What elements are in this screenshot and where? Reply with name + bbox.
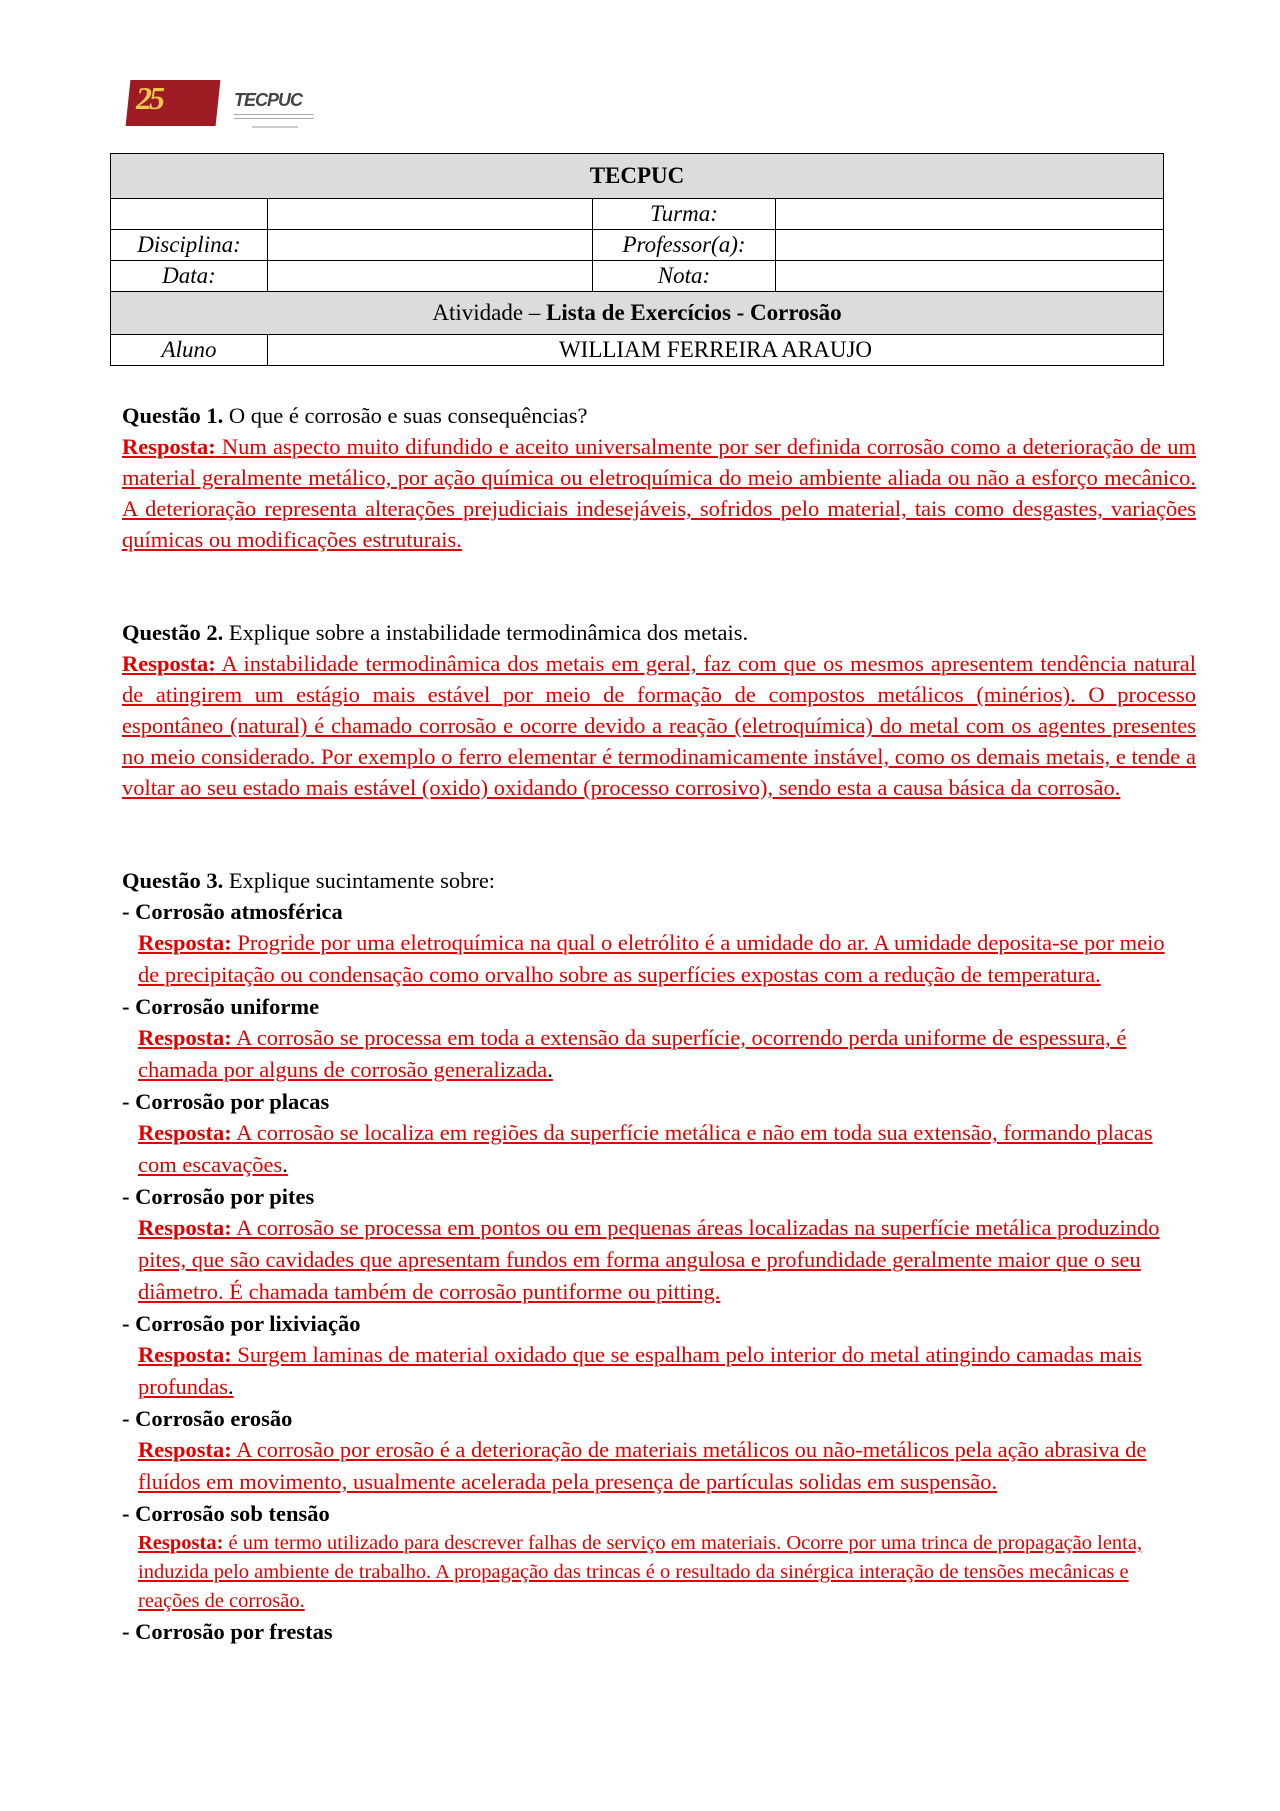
answer-label: Resposta: bbox=[138, 1532, 224, 1554]
answer-label: Resposta: bbox=[138, 1437, 232, 1462]
answer-tail: . bbox=[547, 1057, 553, 1082]
sub-answer bbox=[138, 1434, 1178, 1498]
sub-answer bbox=[138, 1339, 1178, 1403]
answer-text: é um termo utilizado para descrever falhas de serviço em materiais. Ocorre por uma trinca de propagação lenta, induzida pelo ambiente de trabalho. A propagação das trincas é o resultado da sinérgica interação de tensões mecânicas e reações de corrosão. bbox=[138, 1532, 1143, 1612]
activity-title: Lista de Exercícios - Corrosão bbox=[546, 300, 842, 325]
question-2 bbox=[122, 617, 1196, 648]
sub-question-title: - Corrosão por lixiviação bbox=[122, 1311, 361, 1336]
activity-row bbox=[111, 292, 1164, 335]
answer-2 bbox=[122, 648, 1196, 803]
tecpuc-logo bbox=[122, 74, 332, 146]
answer-label: Resposta: bbox=[138, 1342, 232, 1367]
header-title: TECPUC bbox=[111, 154, 1164, 199]
answer-tail: . bbox=[227, 1374, 234, 1399]
answer-label: Resposta: bbox=[122, 651, 216, 676]
sub-question-title: - Corrosão uniforme bbox=[122, 994, 320, 1019]
answer-1 bbox=[122, 431, 1196, 555]
sub-question-title: - Corrosão por frestas bbox=[122, 1619, 333, 1644]
disciplina-value bbox=[268, 230, 593, 261]
question-text: O que é corrosão e suas consequências? bbox=[223, 403, 588, 428]
answer-text: A corrosão por erosão é a deterioração de materiais metálicos ou não-metálicos pela ação abrasiva de fluídos em movimento, usualmente acelerada pela presença de partículas solidas em suspensão. bbox=[138, 1437, 1147, 1494]
empty-cell bbox=[111, 199, 268, 230]
aluno-label: Aluno bbox=[111, 335, 268, 366]
question-text: Explique sobre a instabilidade termodinâmica dos metais. bbox=[223, 620, 749, 645]
logo-tagline bbox=[252, 126, 298, 128]
answer-text: A instabilidade termodinâmica dos metais em geral, faz com que os mesmos apresentem tendência natural de atingirem um estágio mais estável por meio de formação de compostos metálicos (minérios). O processo espontâneo (natural) é chamado corrosão e ocorre devido a reação (eletroquímica) do metal com os agentes presentes no meio considerado. Por exemplo o ferro elementar é termodinamicamente instável, como os demais metais, e tende a voltar ao seu estado mais estável (oxido) oxidando (processo corrosivo), sendo esta a causa básica da corrosão. bbox=[122, 651, 1196, 800]
activity-prefix: Atividade – bbox=[432, 300, 547, 325]
sub-question-title: - Corrosão atmosférica bbox=[122, 899, 343, 924]
header-table bbox=[110, 153, 1164, 366]
question-3 bbox=[122, 865, 1196, 896]
answer-text: A corrosão se processa em pontos ou em pequenas áreas localizadas na superfície metálica produzindo pites, que são cavidades que apresentam fundos em forma angulosa e profundidade geralmente maior que o seu diâmetro. É chamada também de corrosão puntiforme ou pitting. bbox=[138, 1215, 1160, 1304]
questions bbox=[122, 400, 1196, 1647]
turma-label: Turma: bbox=[593, 199, 776, 230]
question-label: Questão 1. bbox=[122, 403, 224, 428]
answer-text: A corrosão se localiza em regiões da superfície metálica e não em toda sua extensão, formando placas com escavações bbox=[138, 1120, 1153, 1177]
answer-label: Resposta: bbox=[138, 1120, 232, 1145]
sub-question-title: - Corrosão erosão bbox=[122, 1406, 293, 1431]
question-label: Questão 3. bbox=[122, 868, 224, 893]
question-1 bbox=[122, 400, 1196, 431]
answer-text: A corrosão se processa em toda a extensão da superfície, ocorrendo perda uniforme de espessura, é chamada por alguns de corrosão generalizada bbox=[138, 1025, 1127, 1082]
answer-text: Num aspecto muito difundido e aceito universalmente por ser definida corrosão como a deterioração de um material geralmente metálico, por ação química ou eletroquímica do meio ambiente aliada ou não a esforço mecânico. A deterioração representa alterações prejudiciais indesejáveis, sofridos pelo material, tais como desgastes, variações químicas ou modificações estruturais. bbox=[122, 434, 1196, 552]
data-value bbox=[268, 261, 593, 292]
badge-number: 25 bbox=[136, 80, 162, 116]
sub-answer bbox=[138, 1117, 1178, 1181]
disciplina-label: Disciplina: bbox=[111, 230, 268, 261]
nota-value bbox=[776, 261, 1164, 292]
answer-tail: . bbox=[282, 1152, 288, 1177]
data-label: Data: bbox=[111, 261, 268, 292]
aluno-name: WILLIAM FERREIRA ARAUJO bbox=[268, 335, 1164, 366]
professor-label: Professor(a): bbox=[593, 230, 776, 261]
question-label: Questão 2. bbox=[122, 620, 224, 645]
sub-question-title: - Corrosão por placas bbox=[122, 1089, 330, 1114]
answer-label: Resposta: bbox=[138, 1215, 232, 1240]
turma-value bbox=[776, 199, 1164, 230]
sub-answer bbox=[138, 1212, 1178, 1308]
answer-text: Surgem laminas de material oxidado que se espalham pelo interior do metal atingindo camadas mais profundas bbox=[138, 1342, 1142, 1399]
sub-answer bbox=[138, 1529, 1178, 1616]
answer-label: Resposta: bbox=[138, 1025, 232, 1050]
sub-question-title: - Corrosão por pites bbox=[122, 1184, 315, 1209]
answer-label: Resposta: bbox=[138, 930, 232, 955]
nota-label: Nota: bbox=[593, 261, 776, 292]
sub-answer bbox=[138, 1022, 1178, 1086]
answer-text: Progride por uma eletroquímica na qual o eletrólito é a umidade do ar. A umidade deposita-se por meio de precipitação ou condensação como orvalho sobre as superfícies expostas com a redução de temperatura. bbox=[138, 930, 1165, 987]
empty-cell bbox=[268, 199, 593, 230]
sub-question-title: - Corrosão sob tensão bbox=[122, 1501, 330, 1526]
answer-label: Resposta: bbox=[122, 434, 216, 459]
question-text: Explique sucintamente sobre: bbox=[223, 868, 496, 893]
professor-value bbox=[776, 230, 1164, 261]
logo-divider bbox=[234, 114, 314, 119]
logo-name: TECPUC bbox=[234, 90, 303, 110]
sub-answer bbox=[138, 927, 1178, 991]
